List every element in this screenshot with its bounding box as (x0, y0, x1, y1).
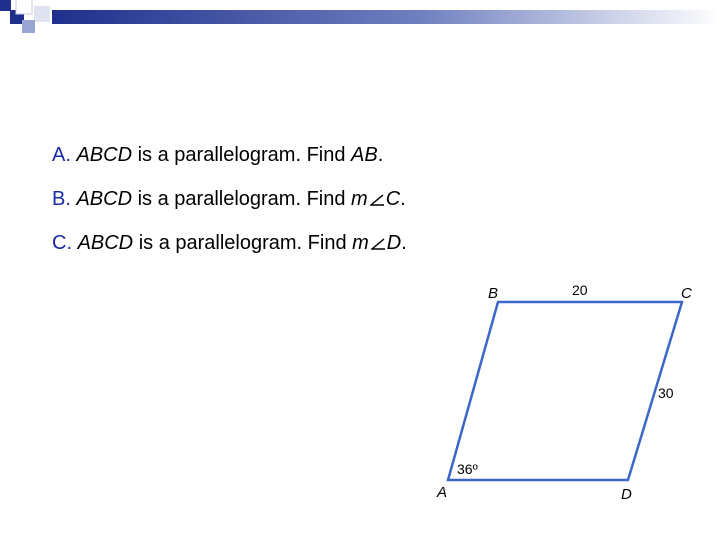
question-subject: ABCD (76, 144, 133, 166)
question-end: . (377, 144, 384, 166)
question-a (52, 138, 407, 182)
measure-prefix: m (352, 232, 369, 254)
angle-icon (371, 238, 386, 250)
vertex-label-c: C (681, 285, 692, 302)
vertex-label-d: D (621, 486, 632, 503)
side-length-bc: 20 (572, 282, 588, 298)
question-target: C (385, 188, 401, 210)
side-length-cd: 30 (658, 385, 674, 401)
question-c (52, 226, 407, 270)
question-subject: ABCD (76, 188, 133, 210)
measure-prefix: m (351, 188, 368, 210)
header-gradient-bar (52, 10, 720, 24)
parallelogram-figure (420, 270, 710, 510)
question-letter: A. (52, 144, 71, 166)
question-end: . (401, 232, 407, 254)
question-target: AB (351, 144, 378, 166)
parallelogram-shape (448, 302, 682, 480)
question-text: is a parallelogram. Find (132, 144, 352, 166)
question-b (52, 182, 407, 226)
question-text: is a parallelogram. Find (133, 232, 353, 254)
question-text: is a parallelogram. Find (132, 188, 352, 210)
question-subject: ABCD (77, 232, 134, 254)
header-squares-icon (0, 0, 50, 33)
angle-a-label: 36º (457, 461, 478, 477)
angle-icon (370, 194, 385, 206)
question-end: . (400, 188, 406, 210)
vertex-label-b: B (488, 285, 499, 302)
header-decoration (0, 0, 720, 34)
question-list (52, 138, 407, 270)
question-target: D (386, 232, 402, 254)
question-letter: B. (52, 188, 71, 210)
question-letter: C. (52, 232, 72, 254)
vertex-label-a: A (437, 484, 448, 501)
